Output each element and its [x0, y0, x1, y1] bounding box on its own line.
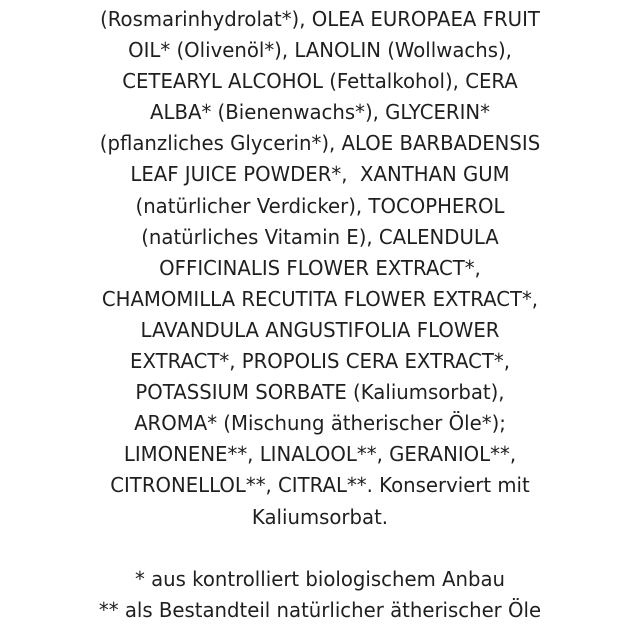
ingredients-line: EXTRACT*, PROPOLIS CERA EXTRACT*,: [130, 349, 510, 374]
ingredients-line: OIL* (Olivenöl*), LANOLIN (Wollwachs),: [128, 38, 512, 63]
ingredients-line: LEAF JUICE POWDER*, XANTHAN GUM: [130, 162, 510, 187]
ingredients-line: LIMONENE**, LINALOOL**, GERANIOL**,: [123, 442, 517, 467]
footnote-essential-oils: ** als Bestandteil natürlicher ätherischer Öle: [98, 597, 542, 622]
ingredients-line: (Rosmarinhydrolat*), OLEA EUROPAEA FRUIT: [100, 7, 540, 31]
ingredients-line: Kaliumsorbat.: [251, 504, 389, 529]
ingredients-line: OFFICINALIS FLOWER EXTRACT*,: [159, 255, 481, 280]
ingredients-list: [0, 4, 640, 533]
ingredients-line: (natürlicher Verdicker), TOCOPHEROL: [135, 193, 505, 218]
ingredients-line: CETEARYL ALCOHOL (Fettalkohol), CERA: [122, 69, 518, 94]
ingredients-line: AROMA* (Mischung ätherischer Öle*);: [134, 411, 506, 436]
ingredients-line: (pflanzliches Glycerin*), ALOE BARBADENSIS: [99, 131, 541, 156]
paragraph-gap: [0, 533, 640, 564]
ingredients-document: [0, 4, 640, 626]
footnote-organic: * aus kontrolliert biologischem Anbau: [134, 566, 505, 591]
ingredients-line: CHAMOMILLA RECUTITA FLOWER EXTRACT*,: [101, 286, 539, 311]
ingredients-line: ALBA* (Bienenwachs*), GLYCERIN*: [150, 100, 490, 125]
footnotes: [0, 564, 640, 626]
ingredients-line: (natürliches Vitamin E), CALENDULA: [141, 224, 499, 249]
ingredients-line: LAVANDULA ANGUSTIFOLIA FLOWER: [140, 317, 500, 342]
ingredients-line: POTASSIUM SORBATE (Kaliumsorbat),: [135, 380, 505, 405]
ingredients-line: CITRONELLOL**, CITRAL**. Konserviert mit: [110, 473, 530, 498]
